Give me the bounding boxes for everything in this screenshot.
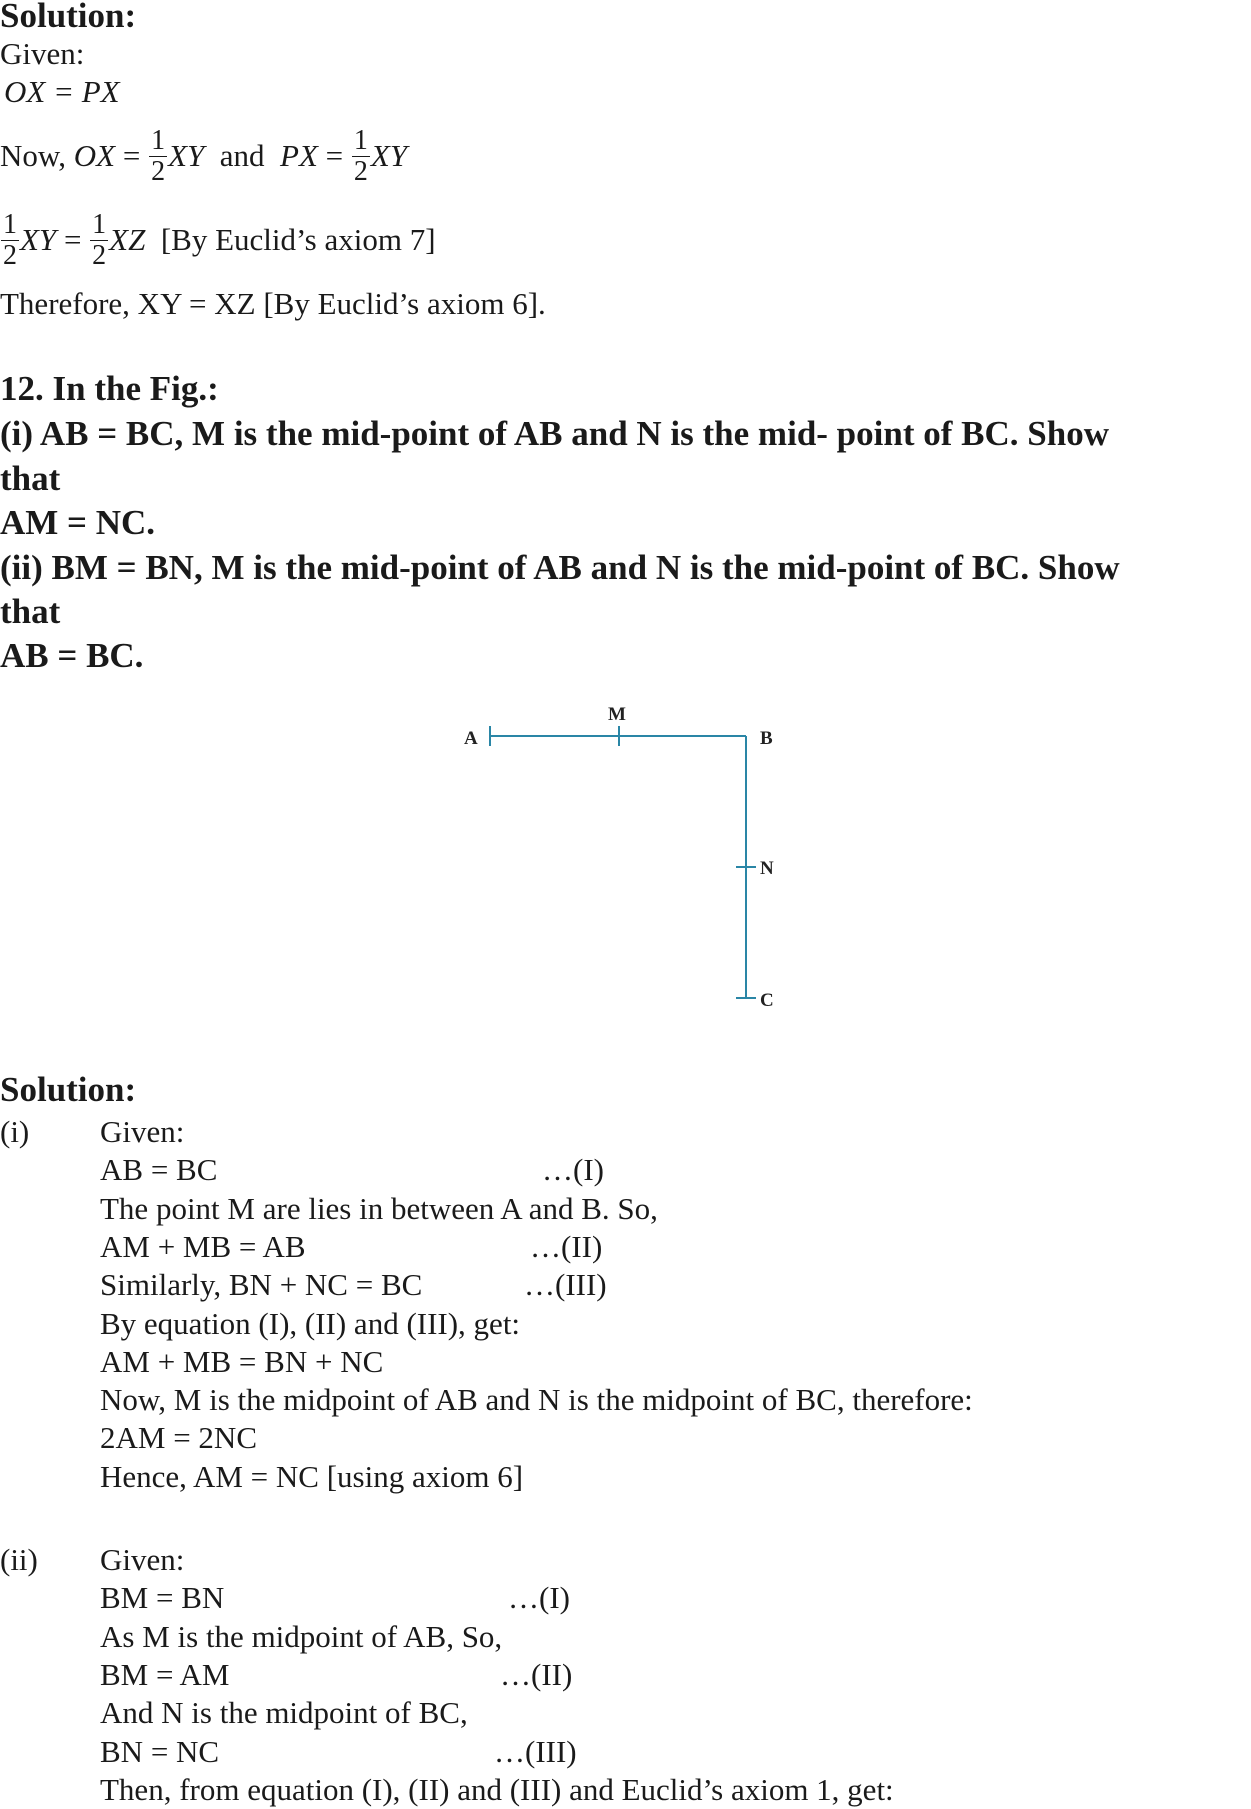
solution-line: BN = NC [100, 1733, 220, 1769]
fraction-one-half: $\frac{1}{2}$ [3, 208, 17, 271]
equation-reference: …(II) [500, 1656, 573, 1692]
solution-line: Now, M is the midpoint of AB and N is the midpoint of BC, therefore: [100, 1382, 973, 1418]
solution-line: By equation (I), (II) and (III), get: [100, 1305, 521, 1341]
var-xz: XZ [109, 222, 146, 257]
solution-heading: Solution: [0, 0, 137, 35]
solution-line: AM + MB = AB [100, 1228, 306, 1264]
part-ii-marker: (ii) [0, 1542, 38, 1577]
solution-heading-2: Solution: [0, 1070, 137, 1109]
solution-line: And N is the midpoint of BC, [100, 1695, 468, 1731]
solution-line: Given: [100, 1114, 185, 1149]
solution-line: 2AM = 2NC [100, 1420, 257, 1456]
fraction-one-half: $\frac{1}{2}$ [353, 124, 368, 187]
solution-line: BM = BN [100, 1580, 225, 1616]
var-xy: XY [20, 222, 57, 257]
solution-line: Given: [100, 1542, 185, 1577]
solution-line: BM = AM [100, 1656, 230, 1692]
label-c: C [760, 990, 774, 1011]
label-m: M [608, 704, 626, 725]
equation-ox-px: OX = PX [4, 74, 120, 109]
given-label: Given: [0, 36, 85, 71]
solution-line: Similarly, BN + NC = BC [100, 1267, 423, 1303]
label-a: A [464, 728, 478, 749]
var-ox: OX [73, 138, 116, 173]
solution-line: Hence, AM = NC [using axiom 6] [100, 1458, 524, 1494]
var-xy: XY [370, 138, 408, 173]
question-part-i-line2: that [0, 459, 61, 498]
question-title: 12. In the Fig.: [0, 369, 219, 408]
var-px: PX [280, 138, 318, 173]
and-word: and [219, 138, 265, 173]
now-prefix: Now, [0, 138, 67, 173]
therefore-line: Therefore, XY = XZ [By Euclid’s axiom 6]. [0, 286, 546, 321]
question-part-i-line3: AM = NC. [0, 503, 156, 542]
equation-reference: …(III) [494, 1733, 577, 1769]
question-part-ii-line3: AB = BC. [0, 636, 144, 675]
equation-axiom7-line: $\frac{1}{2}$ XY = $\frac{1}{2}$ XZ [By Euclid’s axiom 7] [3, 208, 436, 271]
question-part-ii-line1: (ii) BM = BN, M is the mid-point of AB and N is the mid-point of BC. Show [0, 548, 1120, 587]
solution-line: The point M are lies in between A and B. So, [100, 1190, 658, 1226]
equation-reference: …(I) [542, 1152, 604, 1188]
equation-reference: …(II) [530, 1228, 603, 1264]
solution-line: As M is the midpoint of AB, So, [100, 1618, 503, 1654]
question-part-i-line1: (i) AB = BC, M is the mid-point of AB and N is the mid- point of BC. Show [0, 414, 1109, 453]
label-n: N [760, 858, 774, 879]
label-b: B [760, 728, 773, 749]
solution-line: Then, from equation (I), (II) and (III) and Euclid’s axiom 1, get: [100, 1771, 894, 1807]
part-i-marker: (i) [0, 1114, 30, 1149]
fraction-one-half: $\frac{1}{2}$ [92, 208, 107, 271]
var-xy: XY [168, 138, 205, 173]
figure-lines [490, 726, 756, 998]
axiom7-reason: [By Euclid’s axiom 7] [160, 222, 436, 257]
question-part-ii-line2: that [0, 592, 61, 631]
equation-reference: …(I) [508, 1580, 570, 1616]
equation-reference: …(III) [524, 1267, 607, 1303]
equation-now-line: Now, OX = $\frac{1}{2}$ XY and PX = $\frac{1}{2}$ XY [0, 124, 408, 187]
fraction-one-half: $\frac{1}{2}$ [151, 124, 166, 187]
figure-ab-bc [440, 690, 800, 1020]
solution-line: AB = BC [100, 1152, 218, 1188]
solution-line: AM + MB = BN + NC [100, 1343, 384, 1379]
